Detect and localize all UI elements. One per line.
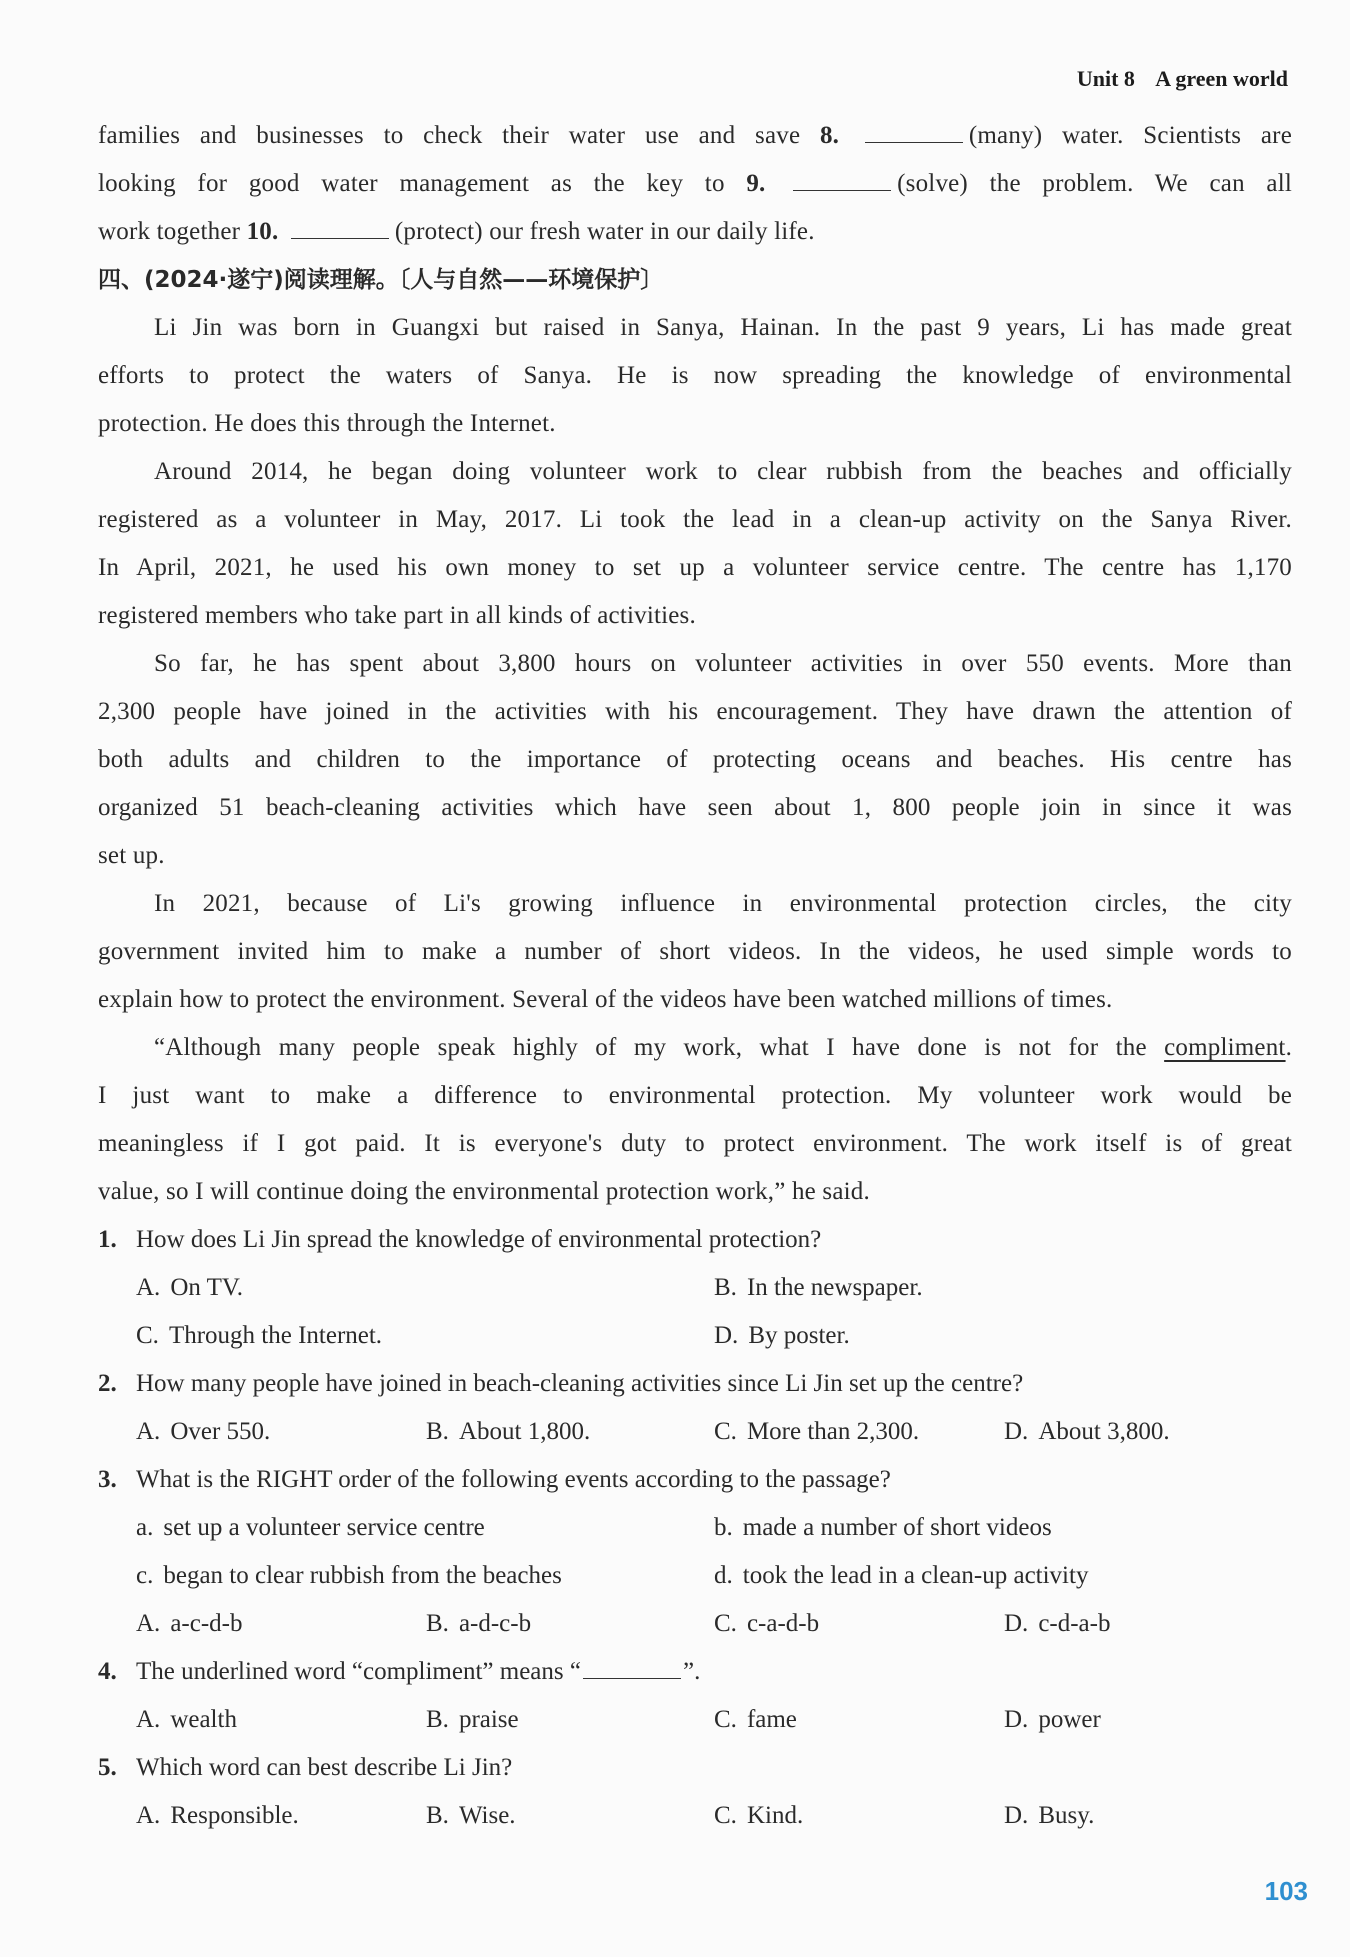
page-number: 103: [1264, 1876, 1308, 1906]
passage-line: value, so I will continue doing the environmental protection work,” he said.: [98, 1178, 870, 1205]
passage-line: 2,300 people have joined in the activities with his encouragement. They have drawn the attention of: [98, 698, 1292, 725]
cloze-text: work together: [98, 218, 241, 245]
passage-line: both adults and children to the importance of protecting oceans and beaches. His centre has: [98, 746, 1292, 773]
option-letter: B.: [426, 1802, 449, 1829]
answer-blank[interactable]: [583, 1658, 681, 1679]
option-text: More than 2,300.: [746, 1418, 920, 1445]
passage-line: Li Jin was born in Guangxi but raised in Sanya, Hainan. In the past 9 years, Li has made great: [154, 314, 1292, 341]
question-3: [98, 1456, 1292, 1648]
option-text: fame: [746, 1706, 797, 1733]
event-letter: d.: [714, 1562, 733, 1589]
event-c: [136, 1552, 714, 1600]
option-text: a-c-d-b: [170, 1610, 243, 1637]
option-letter: D.: [1004, 1418, 1029, 1445]
page-header: [1077, 66, 1288, 92]
option-c[interactable]: [714, 1696, 1004, 1744]
option-text: power: [1038, 1706, 1101, 1733]
option-letter: C.: [714, 1418, 737, 1445]
answer-blank[interactable]: [793, 170, 891, 191]
option-text: In the newspaper.: [746, 1274, 923, 1301]
option-text: Kind.: [746, 1802, 804, 1829]
events-row: [98, 1504, 1292, 1552]
passage-paragraph-2: [98, 448, 1292, 640]
option-text: By poster.: [748, 1322, 850, 1349]
option-letter: D.: [1004, 1802, 1029, 1829]
passage-line: government invited him to make a number of short videos. In the videos, he used simple words to: [98, 938, 1292, 965]
blank-number: 8.: [819, 122, 840, 149]
option-letter: A.: [136, 1274, 161, 1301]
passage-line: registered as a volunteer in May, 2017. Li took the lead in a clean-up activity on the Sanya River.: [98, 506, 1292, 533]
option-letter: C.: [714, 1610, 737, 1637]
option-letter: A.: [136, 1418, 161, 1445]
option-letter: A.: [136, 1706, 161, 1733]
option-b[interactable]: [426, 1792, 714, 1840]
question-stem: [98, 1456, 1292, 1504]
option-text: On TV.: [170, 1274, 244, 1301]
option-text: Wise.: [458, 1802, 516, 1829]
option-b[interactable]: [426, 1696, 714, 1744]
passage-line: set up.: [98, 842, 165, 869]
option-letter: A.: [136, 1610, 161, 1637]
question-stem: [98, 1648, 1292, 1696]
event-b: [714, 1504, 1292, 1552]
event-letter: a.: [136, 1514, 154, 1541]
option-a[interactable]: [136, 1792, 426, 1840]
passage-line: I just want to make a difference to environmental protection. My volunteer work would be: [98, 1082, 1292, 1109]
option-text: Through the Internet.: [168, 1322, 383, 1349]
question-text: ”.: [682, 1658, 701, 1685]
question-5: [98, 1744, 1292, 1840]
option-d[interactable]: [1004, 1792, 1094, 1840]
option-text: About 1,800.: [458, 1418, 591, 1445]
passage-paragraph-5: [98, 1024, 1292, 1216]
option-b[interactable]: [714, 1264, 1292, 1312]
answer-blank[interactable]: [865, 122, 963, 143]
event-d: [714, 1552, 1292, 1600]
event-letter: b.: [714, 1514, 733, 1541]
question-stem: [98, 1216, 1292, 1264]
passage-text: .: [1285, 1034, 1293, 1061]
options-row: [98, 1408, 1292, 1456]
passage-text: “Although many people speak highly of my work, what I have done is not for the: [154, 1034, 1147, 1061]
event-a: [136, 1504, 714, 1552]
cloze-text: (solve) the problem. We can all: [897, 170, 1293, 197]
passage-paragraph-3: [98, 640, 1292, 880]
option-text: a-d-c-b: [458, 1610, 532, 1637]
option-letter: B.: [426, 1706, 449, 1733]
passage-line: explain how to protect the environment. Several of the videos have been watched millions of times.: [98, 986, 1113, 1013]
option-a[interactable]: [136, 1408, 426, 1456]
option-letter: D.: [714, 1322, 739, 1349]
passage-line: In 2021, because of Li's growing influence in environmental protection circles, the city: [154, 890, 1292, 917]
passage-line: registered members who take part in all kinds of activities.: [98, 602, 696, 629]
cloze-line: [98, 208, 1292, 256]
question-stem: [98, 1360, 1292, 1408]
question-text: What is the RIGHT order of the following events according to the passage?: [136, 1466, 891, 1493]
passage-line: In April, 2021, he used his own money to set up a volunteer service centre. The centre has 1,170: [98, 554, 1292, 581]
options-row: [98, 1600, 1292, 1648]
option-text: Over 550.: [170, 1418, 271, 1445]
event-text: made a number of short videos: [742, 1514, 1052, 1541]
answer-blank[interactable]: [291, 218, 389, 239]
option-letter: B.: [426, 1418, 449, 1445]
option-d[interactable]: [714, 1312, 1292, 1360]
option-text: About 3,800.: [1038, 1418, 1170, 1445]
passage-paragraph-1: [98, 304, 1292, 448]
option-text: Busy.: [1038, 1802, 1095, 1829]
passage-paragraph-4: [98, 880, 1292, 1024]
option-letter: B.: [714, 1274, 737, 1301]
event-letter: c.: [136, 1562, 154, 1589]
option-d[interactable]: [1004, 1600, 1110, 1648]
event-text: began to clear rubbish from the beaches: [163, 1562, 562, 1589]
question-number: 3.: [98, 1466, 117, 1493]
option-letter: A.: [136, 1802, 161, 1829]
passage-line: So far, he has spent about 3,800 hours on volunteer activities in over 550 events. More than: [154, 650, 1292, 677]
option-letter: D.: [1004, 1610, 1029, 1637]
question-text: The underlined word “compliment” means “: [136, 1658, 581, 1685]
unit-title: A green world: [1155, 66, 1288, 91]
option-letter: C.: [136, 1322, 159, 1349]
passage-line: efforts to protect the waters of Sanya. He is now spreading the knowledge of environmental: [98, 362, 1292, 389]
option-c[interactable]: [714, 1792, 1004, 1840]
question-number: 1.: [98, 1226, 117, 1253]
option-c[interactable]: [136, 1312, 714, 1360]
question-number: 4.: [98, 1658, 117, 1685]
options-row: [98, 1696, 1292, 1744]
cloze-line: [98, 112, 1292, 160]
option-a[interactable]: [136, 1264, 714, 1312]
option-text: praise: [458, 1706, 519, 1733]
page-content: [98, 112, 1292, 1840]
option-letter: C.: [714, 1706, 737, 1733]
option-a[interactable]: [136, 1600, 426, 1648]
cloze-text: (many) water. Scientists are: [968, 122, 1292, 149]
question-1: [98, 1216, 1292, 1360]
cloze-text: families and businesses to check their water use and save: [98, 122, 801, 149]
question-number: 5.: [98, 1754, 117, 1781]
option-a[interactable]: [136, 1696, 426, 1744]
option-text: wealth: [170, 1706, 237, 1733]
question-stem: [98, 1744, 1292, 1792]
option-b[interactable]: [426, 1600, 714, 1648]
cloze-line: [98, 160, 1292, 208]
option-c[interactable]: [714, 1408, 1004, 1456]
passage-line: protection. He does this through the Internet.: [98, 410, 556, 437]
blank-number: 10.: [246, 218, 279, 245]
event-text: set up a volunteer service centre: [163, 1514, 485, 1541]
option-text: c-a-d-b: [746, 1610, 820, 1637]
passage-line: Around 2014, he began doing volunteer work to clear rubbish from the beaches and officially: [154, 458, 1292, 485]
unit-label: Unit 8: [1076, 66, 1135, 91]
question-number: 2.: [98, 1370, 117, 1397]
option-b[interactable]: [426, 1408, 714, 1456]
option-d[interactable]: [1004, 1408, 1170, 1456]
cloze-text: looking for good water management as the key to: [98, 170, 725, 197]
event-text: took the lead in a clean-up activity: [742, 1562, 1089, 1589]
option-letter: D.: [1004, 1706, 1029, 1733]
question-text: Which word can best describe Li Jin?: [136, 1754, 513, 1781]
option-text: c-d-a-b: [1038, 1610, 1111, 1637]
option-text: Responsible.: [170, 1802, 299, 1829]
passage-line: organized 51 beach-cleaning activities which have seen about 1, 800 people join in since it was: [98, 794, 1292, 821]
question-text: How many people have joined in beach-cleaning activities since Li Jin set up the centre?: [136, 1370, 1024, 1397]
events-row: [98, 1552, 1292, 1600]
cloze-text: (protect) our fresh water in our daily life.: [394, 218, 815, 245]
options-row: [98, 1792, 1292, 1840]
option-c[interactable]: [714, 1600, 1004, 1648]
question-4: [98, 1648, 1292, 1744]
option-letter: C.: [714, 1802, 737, 1829]
question-text: How does Li Jin spread the knowledge of environmental protection?: [136, 1226, 822, 1253]
option-letter: B.: [426, 1610, 449, 1637]
option-d[interactable]: [1004, 1696, 1101, 1744]
options-row: [98, 1264, 1292, 1312]
underlined-word: compliment: [1164, 1034, 1286, 1061]
options-row: [98, 1312, 1292, 1360]
section-title: 四、(2024·遂宁)阅读理解。〔人与自然——环境保护〕: [98, 267, 664, 293]
passage-line: meaningless if I got paid. It is everyone's duty to protect environment. The work itself is of great: [98, 1130, 1292, 1157]
question-2: [98, 1360, 1292, 1456]
blank-number: 9.: [746, 170, 766, 197]
passage-line: [98, 1024, 1292, 1072]
